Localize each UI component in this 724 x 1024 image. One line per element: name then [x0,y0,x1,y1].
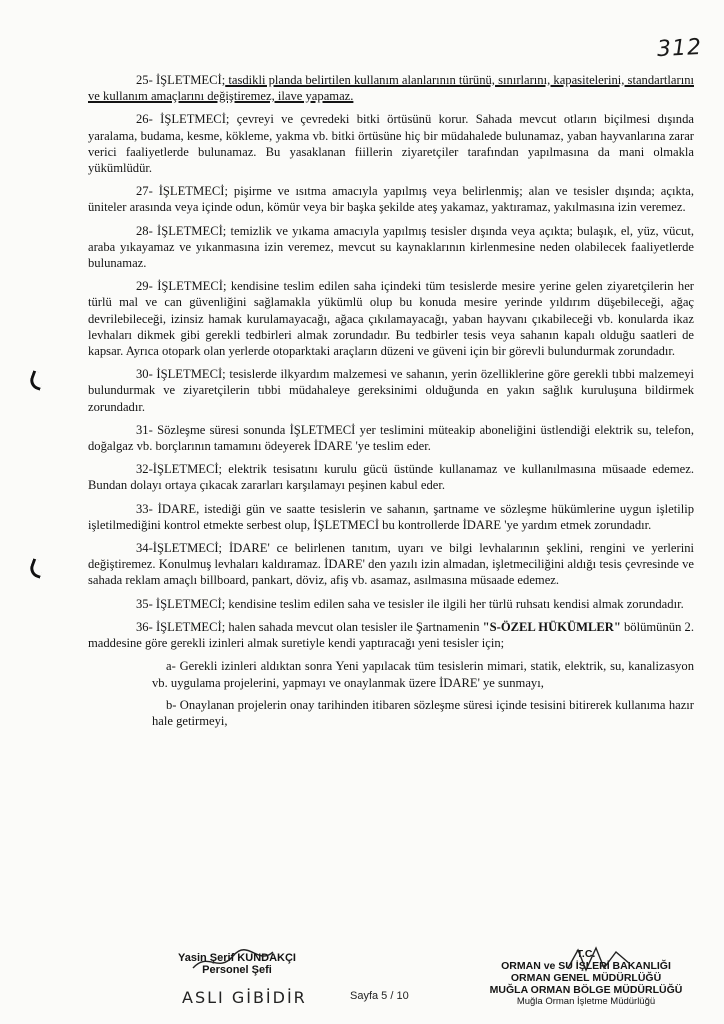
clause-lead: 26- İŞLETMECİ; [136,112,230,127]
clause-lead: 32-İŞLETMECİ; [136,462,223,477]
margin-tick-mark [27,558,45,578]
institution-line-3: ORMAN GENEL MÜDÜRLÜĞÜ [510,972,662,984]
clause-lead: 30- İŞLETMECİ; [136,367,226,382]
clause-text: halen sahada mevcut olan tesisler ile Şartnamenin [225,619,483,634]
clause-30 [88,366,694,415]
clause-34 [88,540,694,589]
margin-tick-mark [27,370,45,390]
clause-32 [88,461,694,493]
clause-lead: 28- İŞLETMECİ; [136,223,227,238]
page-indicator: Sayfa 5 / 10 [350,990,409,1002]
subitem-b: b- Onaylanan projelerin onay tarihinden itibaren sözleşme süresi içinde tesisini bitirerek kullanıma hazır hale getirmeyi, [152,697,694,728]
clause-text: elektrik tesisatını kurulu gücü üstünde kullanamaz ve kullanılmasına müsaade edemez. Bundan dolayı ortaya çıkacak zararları karşılamayı peşinen kabul eder. [88,462,694,493]
clause-lead: 29- İŞLETMECİ; [136,279,227,294]
clause-lead: 34-İŞLETMECİ; [136,541,223,556]
clause-text: yer teslimini müteakip aboneliğini üstlendiği elektrik su, telefon, doğalgaz vb. borçlarının tamamını ödeyerek İDARE 'ye teslim eder. [88,422,695,454]
clause-text: tesislerde ilkyardım malzemesi ve sahanın, yerin özelliklerine göre gerekli tıbbi malzemeyi bulundurmak ve ziyaretçilerin tıbbi müdahaleye gereksinimi olduğunda en yakın sağlık kuruluşuna bildirmek zorundadır. [88,367,694,414]
clause-31 [88,422,694,454]
clause-lead: 25- İŞLETMECİ; [136,73,226,87]
certified-copy-stamp: ASLI GİBİDİR [182,988,307,1007]
clause-lead: 31- Sözleşme süresi sonunda İŞLETMECİ [136,422,356,437]
clause-text: kendisine teslim edilen saha içindeki tüm tesislerde mesire yerine gelen ziyaretçilerin her türlü mal ve can güvenliğini sağlamakla yükümlü olup bu konuda mesire yerinde yıldırım düşebileceği, ağaç devrilebileceği, izinsiz hamak kurulamayacağı, ağaca çıkılamayacağı, yaban hayvanı çıkabileceği vb. konularda ikaz levhaları dikmek gibi gerekli tedbirleri almak zorundadır. Bu tedbirler tesis veya sahanın kapalı olduğu saatleri de kapsar. Ayrıca otopark olan yerlerde otoparktaki araçların düzeni ve güveni için bir görevli bulundurmak zorundadır. [88,279,694,359]
institution-line-5: Muğla Orman İşletme Müdürlüğü [516,996,656,1007]
clause-36 [88,619,694,651]
clause-lead: 35- İŞLETMECİ; [136,596,226,611]
clause-lead: 33- İDARE, [136,501,200,516]
clause-text: pişirme ve ısıtma amacıyla yapılmış veya belirlenmiş; alan ve tesisler dışında; açıkta, üniteler arasında veya içinde odun, kömür veya bir başka şekilde ateş yakamaz, yaktıramaz, yakılmasına izin veremez. [88,184,694,215]
clause-text: temizlik ve yıkama amacıyla yapılmış tesisler dışında veya açıkta; bulaşık, el, yüz, vücut, araba yıkayamaz ve yıkanmasına izin veremez, mevcut su kaynaklarının kirlenmesine neden olabilecek faaliyetlerde bulunamaz. [88,223,695,271]
institution-line-2: ORMAN ve SU İŞLERİ BAKANLIĞI [501,960,671,972]
clause-28 [88,223,694,272]
clause-text: istediği gün ve saatte tesislerin ve sahanın, şartname ve sözleşme hükümlerine uygun işletilip işletilmediğini kontrol etmekte serbest olup, İŞLETMECİ bu kontrollerde İDARE 'ye yardım etmek zorundadır. [88,501,694,532]
signature-left [188,946,278,976]
clause-lead: 36- İŞLETMECİ; [136,619,226,634]
clause-35 [88,596,694,612]
clause-27 [88,183,694,215]
clause-lead: 27- İŞLETMECİ; [136,184,228,199]
clause-text: bölümünün 2. maddesine göre gerekli izinleri almak suretiyle kendi yaptıracağı yeni tesisler için; [88,619,694,651]
clause-text: kendisine teslim edilen saha ve tesisler ile ilgili her türlü ruhsatı kendisi almak zorundadır. [225,596,684,611]
signatory-title: Personel Şefi [202,964,272,976]
footer-signatory-left [178,952,296,976]
document-body [88,72,694,735]
signatory-name: Yasin Şerif KUNDAKÇI [178,952,296,964]
clause-26 [88,111,694,176]
clause-text: İDARE' ce belirlenen tanıtım, uyarı ve bilgi levhalarının şeklini, rengini ve yerlerini değiştiremez. Konulmuş levhaları kaldıramaz. İDARE' den yazılı izin almadan, işletmeciliğini aldığı tesis çevresinde ve sahada reklam amaçlı billboard, pankart, döviz, afiş vb. asamaz, asılmasına müsaade edemez. [88,541,694,588]
institution-line-1: T.C. [576,948,596,960]
clause-29 [88,278,694,359]
clause-text: çevreyi ve çevredeki bitki örtüsünü korur. Sahada mevcut otların biçilmesi dışında yaralama, budama, kesme, kökleme, yakma vb. bitki örtüsüne hiç bir müdahalede bulunamaz, yaban hayvanlarına zarar verici faaliyetlerde bulunamaz. Bu yasaklanan fiillerin ziyaretçiler tarafından yapılmasına da mani olmakla yükümlüdür. [88,112,694,176]
clause-text: tasdikli planda belirtilen kullanım alanlarının türünü, sınırlarını, kapasitelerini, standartlarını ve kullanım amaçlarını değiştiremez, ilave yapamaz. [88,73,694,104]
subitem-a: a- Gerekli izinleri aldıktan sonra Yeni yapılacak tüm tesislerin mimari, statik, elektrik, su, kanalizasyon vb. uygulama projelerini, yapmayı ve onaylanmak üzere İDARE' ye sunmayı, [152,659,694,690]
footer-institution-stamp [468,948,704,1008]
clause-bold-ref: "S-ÖZEL HÜKÜMLER" [482,619,621,634]
signature-right [564,944,634,974]
clause-33 [88,501,694,533]
handwritten-page-number: 312 [656,34,703,63]
clause-25 [88,72,694,104]
institution-line-4: MUĞLA ORMAN BÖLGE MÜDÜRLÜĞÜ [489,984,683,996]
